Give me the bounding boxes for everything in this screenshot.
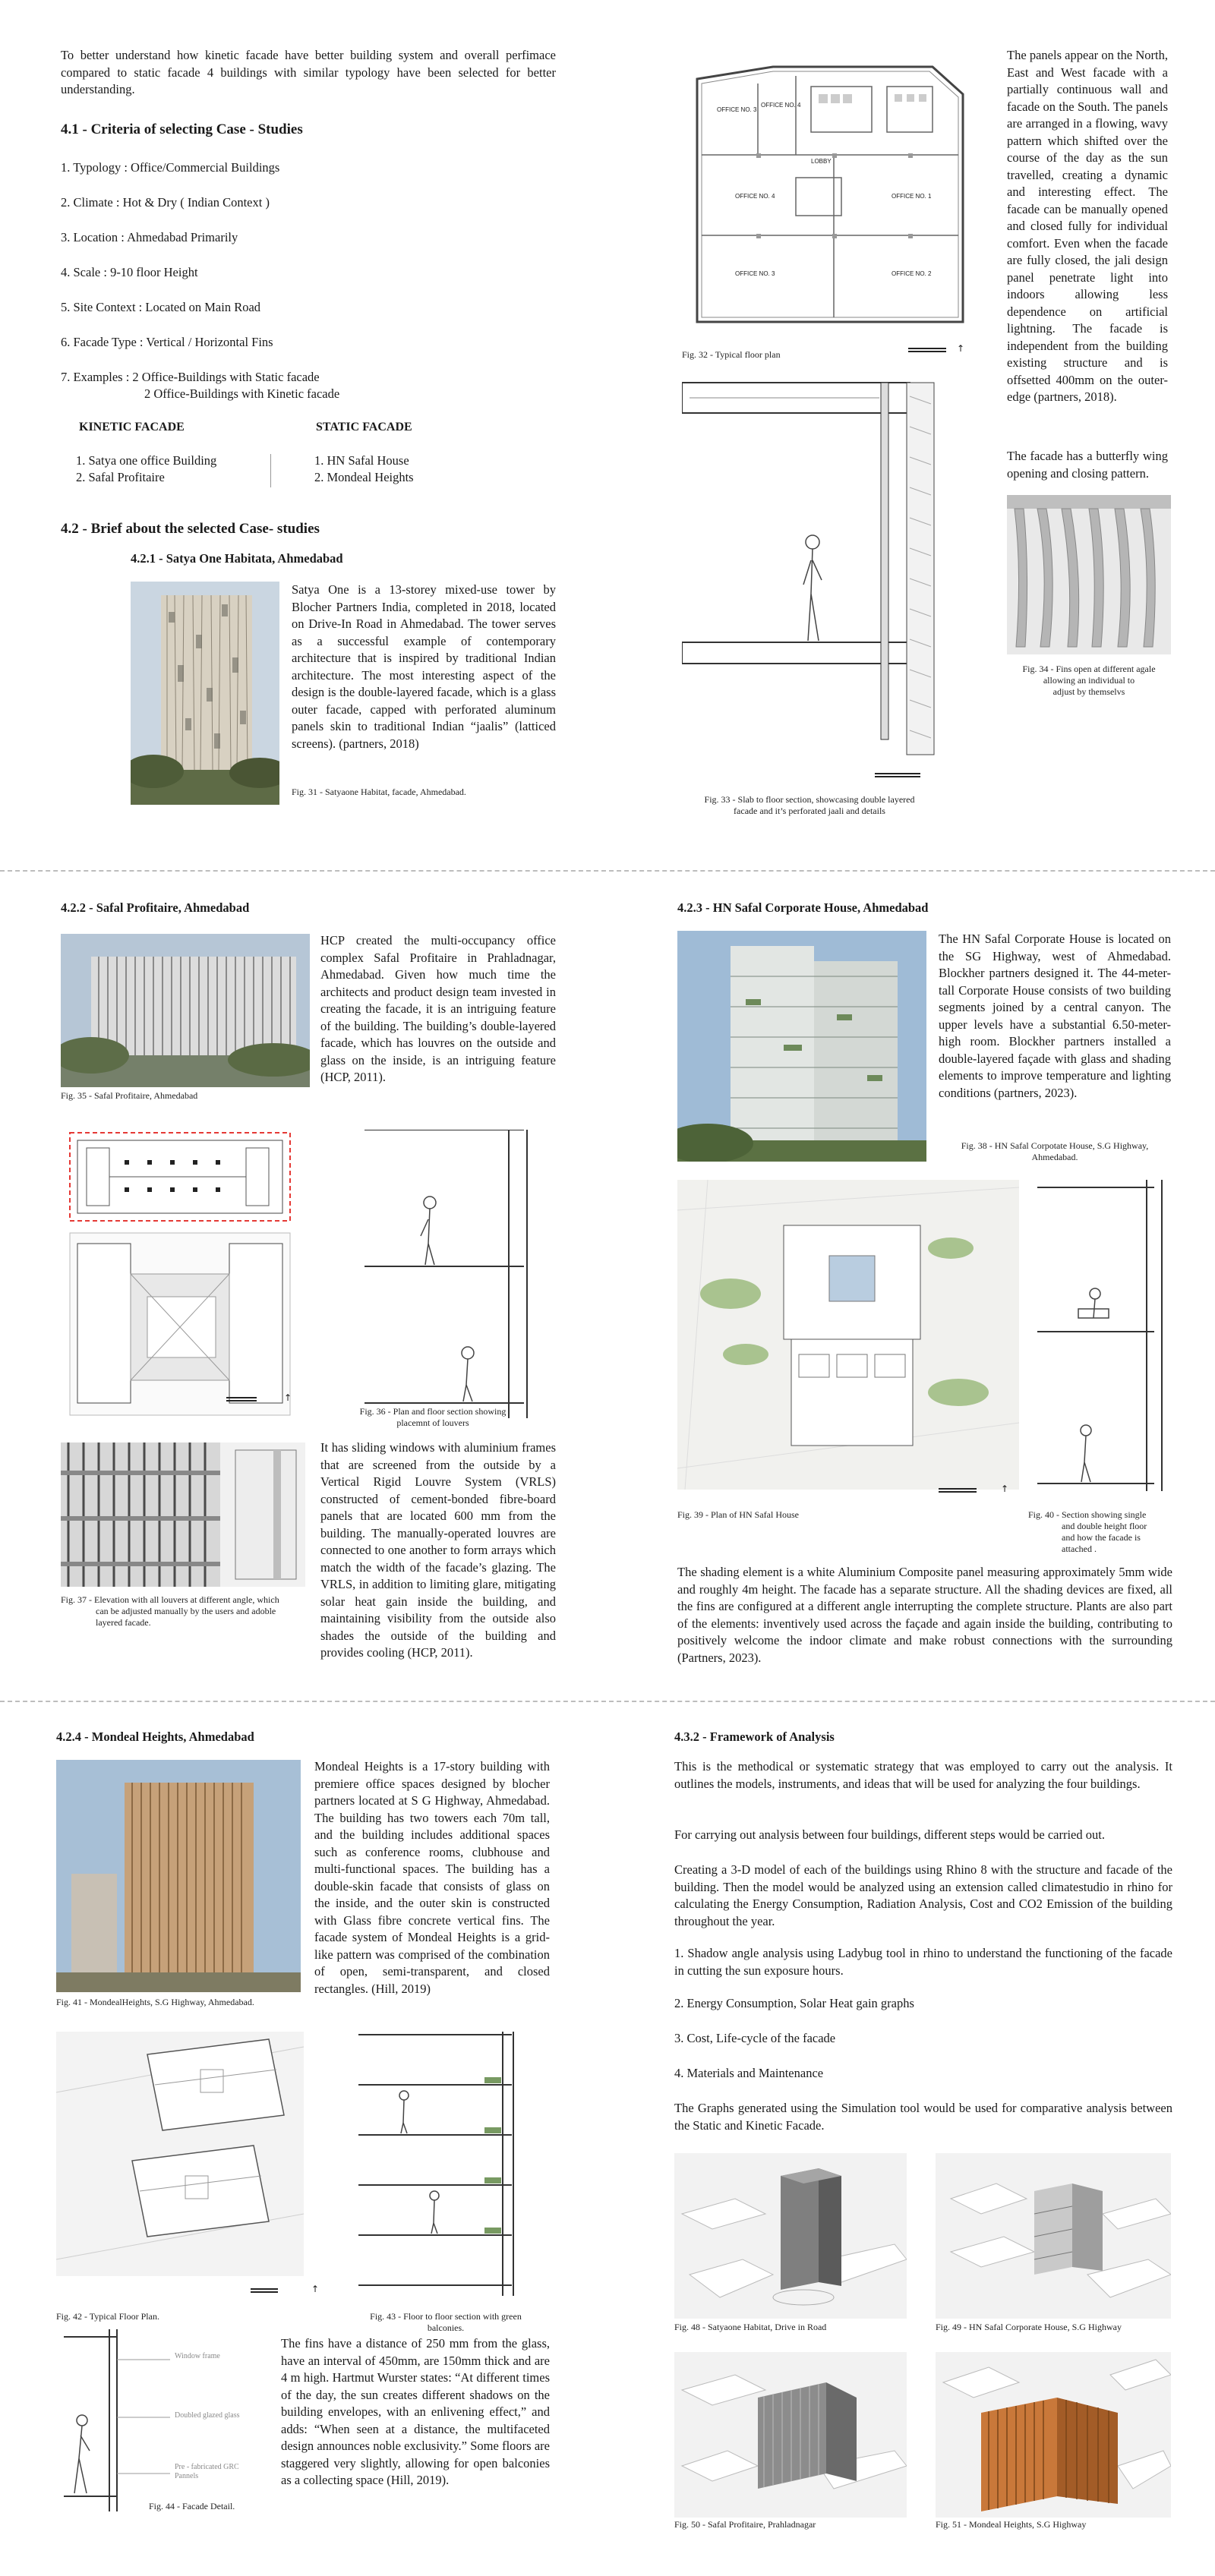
fig34-caption-line: Fig. 34 - Fins open at different agale (1022, 664, 1156, 674)
mondeal-floor-plan (56, 2032, 304, 2276)
plan-label: OFFICE NO. 3 (735, 270, 775, 277)
hn-body: The HN Safal Corporate House is located on the SG Highway, west of Ahmedabad. Blockher partners designed it. The 44-meter-tall Corporate House consists of two building segments joined by a central canyon. The upper levels have a substantial 6.50-meter-high room. Blockher partners installed a double-layered façade with glass and shading elements to improve temperature and lighting conditions (partners, 2023). (939, 932, 1171, 1100)
fig34-caption (1007, 664, 1171, 698)
scale-bar (875, 773, 920, 777)
criteria-item: 1. Typology : Office/Commercial Buildings (61, 160, 280, 175)
mondeal-photo (56, 1760, 301, 1992)
fig51-caption: Fig. 51 - Mondeal Heights, S.G Highway (936, 2519, 1087, 2530)
safal-body: HCP created the multi-occupancy office complex Safal Profitaire in Prahladnagar, Ahmedabad. Given how much time the architects and product design team invested in creating the facade, it is an intriguing feature of the building. The building’s double-layered facade, which has louvres on the outside and glass on the inside, is an intriguing feature (HCP, 2011). (320, 933, 556, 1084)
plan-label: OFFICE NO. 4 (761, 102, 801, 109)
scale-bar (908, 348, 946, 352)
fig34-caption-line: allowing an individual to (1043, 675, 1135, 686)
framework-paragraph: For carrying out analysis between four buildings, different steps would be carried out. (674, 1827, 1105, 1842)
hn-heading: 4.2.3 - HN Safal Corporate House, Ahmedabad (677, 900, 929, 915)
fig39-caption: Fig. 39 - Plan of HN Safal House (677, 1509, 799, 1520)
framework-paragraph: Creating a 3-D model of each of the buildings using Rhino 8 with the structure and facade of the building. Then the model would be analyzed using an extension called climatestudio in rhino for calculating the Energy Consumption, Radiation Analysis, Cost and CO2 Emission of the building throughout the year. (674, 1862, 1172, 1928)
safal-heading: 4.2.2 - Safal Profitaire, Ahmedabad (61, 900, 250, 915)
plan-label: OFFICE NO. 1 (892, 193, 932, 200)
section-divider (0, 1701, 1215, 1702)
kinetic-item: 1. Satya one office Building (76, 453, 217, 468)
framework-paragraph: 3. Cost, Life-cycle of the facade (674, 2031, 836, 2045)
fig37-caption-line: layered facade. (96, 1617, 151, 1628)
fig49-caption: Fig. 49 - HN Safal Corporate House, S.G Highway (936, 2322, 1122, 2332)
fig38-caption-line: Ahmedabad. (1031, 1152, 1078, 1162)
scale-bar (226, 1397, 257, 1402)
fig33-caption-line: Fig. 33 - Slab to floor section, showcasing double layered (704, 794, 915, 805)
fig44-caption: Fig. 44 - Facade Detail. (149, 2501, 235, 2511)
fig32-caption: Fig. 32 - Typical floor plan (682, 349, 781, 360)
kinetic-item: 2. Safal Profitaire (76, 470, 165, 484)
satya-fins-photo (1007, 495, 1171, 654)
kinetic-heading: KINETIC FACADE (79, 421, 185, 434)
fig37-caption-line: can be adjusted manually by the users and adoble (96, 1606, 276, 1616)
brief-heading: 4.2 - Brief about the selected Case- studies (61, 521, 320, 537)
mondeal-body: Mondeal Heights is a 17-story building with premiere office spaces designed by blocher partners located at S G Highway, Ahmedabad. The building has two towers each 70m tall, and the building includes additional spaces such as conference rooms, clubhouse and multi-functional spaces. The building has a double-skin facade that consists of glass on the inside, and the outer skin is constructed with Glass fibre concrete vertical fins. The facade system of Mondeal Heights is a grid-like pattern was comprised of the combination of open, semi-transparent, and closed rectangles. (Hill, 2019) (314, 1759, 550, 1996)
criteria-heading: 4.1 - Criteria of selecting Case - Studies (61, 121, 303, 137)
hn-body-2: The shading element is a white Aluminium Composite panel measuring approximately 5mm wide and roughly 4m height. The facade has a separate structure. All the shading devices are fixed, all the fins are configured at a different angle interrupting the complete structure. Plants are also part of the elements: inventively used across the façade and again inside the building, contributing to positively welcome the indoor climate and make robust connections with the surrounding (Partners, 2023). (677, 1565, 1172, 1665)
safal-photo (61, 934, 310, 1087)
satya-section-drawing (682, 374, 945, 768)
satya-right-body: The panels appear on the North, East and West facade with a partially continuous wall and facade on the South. The panels are arranged in a flowing, wavy pattern which shifted over the course of the day as the sun travelled, creating a dynamic and interesting effect. The facade can be manually opened and closed fully for individual comfort. Even when the facade are fully closed, the jali design panel penetrate light into indoors allowing less dependence on artificial lightning. The facade is independent from the building existing structure and is offsetted 400mm on the outer-edge (partners, 2018). (1007, 48, 1168, 404)
model-hn (936, 2153, 1171, 2319)
criteria-item: 4. Scale : 9-10 floor Height (61, 265, 198, 279)
satya-floor-plan (682, 64, 978, 337)
fig34-caption-line: adjust by themselvs (1052, 686, 1125, 697)
detail-label: Doubled glazed glass (175, 2411, 240, 2420)
criteria-item: 6. Facade Type : Vertical / Horizontal Fins (61, 335, 273, 349)
fig42-caption: Fig. 42 - Typical Floor Plan. (56, 2311, 159, 2322)
static-item: 2. Mondeal Heights (314, 470, 414, 484)
scale-bar (939, 1488, 977, 1493)
satya-heading: 4.2.1 - Satya One Habitata, Ahmedabad (131, 551, 343, 566)
mondeal-body-2: The fins have a distance of 250 mm from the glass, have an interval of 450mm, are 150mm thick and are 4 m high. Hartmut Wurster states: “At different times of the day, the sun creates different shadows on the building envelopes, with an enlivening effect,” and adds: “When seen at a distance, the multifaceted design announces noble exclusivity.” Some floors are staggered very slightly, allowing for open balconies as a collecting space (Hill, 2019). (281, 2336, 550, 2487)
north-arrow-icon: ↑ (284, 1392, 292, 1403)
fig37-caption-line: Fig. 37 - Elevation with all louvers at different angle, which (61, 1594, 279, 1605)
fig36-caption-line: Fig. 36 - Plan and floor section showing (359, 1406, 507, 1417)
fig43-caption-line: balconies. (427, 2322, 465, 2333)
safal-body-2: It has sliding windows with aluminium frames that are screened from the outside by a Vertical Rigid Louvre System (VRLS) constructed of cement-bonded fibre-board panels that are located 600 mm from the building. The manually-operated louvres are connected to one another to form arrays which match the width of the facade’s glazing. The VRLS, in addition to limiting glare, mitigating solar heat gain inside the building, and maintaining visibility from the outside also shades the outside of the building and provides cooling (HCP, 2011). (320, 1440, 556, 1660)
model-safal (674, 2352, 907, 2518)
intro-paragraph: To better understand how kinetic facade have better building system and overall perfimace compared to static facade 4 buildings with similar typology have been selected for better understanding. (61, 48, 556, 96)
satya-facade-photo (131, 582, 279, 805)
fig35-caption: Fig. 35 - Safal Profitaire, Ahmedabad (61, 1090, 198, 1101)
fig40-caption-line: and double height floor (1062, 1521, 1147, 1531)
satya-right-body-2: The facade has a butterfly wing opening and closing pattern. (1007, 449, 1168, 481)
mondeal-section-drawing (351, 2032, 525, 2296)
safal-elevation-drawing (61, 1442, 305, 1587)
static-heading: STATIC FACADE (316, 421, 412, 434)
framework-paragraph: This is the methodical or systematic strategy that was employed to carry out the analysis. It outlines the models, instruments, and ideas that will be used for analyzing the four buildings. (674, 1759, 1172, 1791)
detail-label: Window frame (175, 2352, 220, 2360)
fig40-caption-line: attached . (1062, 1543, 1097, 1554)
plan-label: OFFICE NO. 2 (892, 270, 932, 277)
hn-site-plan (677, 1180, 1019, 1490)
north-arrow-icon: ↑ (957, 343, 965, 354)
fig33-caption-line: facade and it’s perforated jaali and details (734, 806, 885, 816)
mondeal-facade-detail (56, 2329, 254, 2511)
divider-line (270, 454, 271, 487)
mondeal-heading: 4.2.4 - Mondeal Heights, Ahmedabad (56, 1729, 254, 1744)
hn-photo (677, 931, 926, 1162)
fig48-caption: Fig. 48 - Satyaone Habitat, Drive in Road (674, 2322, 827, 2332)
fig31-caption: Fig. 31 - Satyaone Habitat, facade, Ahmedabad. (292, 787, 466, 797)
fig38-caption-line: Fig. 38 - HN Safal Corpotate House, S.G Highway, (961, 1140, 1149, 1151)
framework-paragraph: 2. Energy Consumption, Solar Heat gain graphs (674, 1996, 914, 2010)
criteria-item: 3. Location : Ahmedabad Primarily (61, 230, 238, 244)
criteria-item: 7. Examples : 2 Office-Buildings with Static facade (61, 370, 320, 384)
north-arrow-icon: ↑ (311, 2284, 320, 2294)
model-satya (674, 2153, 907, 2319)
model-mondeal (936, 2352, 1171, 2518)
fig36-caption-line: placemnt of louvers (396, 1417, 469, 1428)
fig37-caption (61, 1594, 311, 1629)
fig38-caption (939, 1140, 1171, 1163)
plan-label: OFFICE NO. 4 (735, 193, 775, 200)
hn-section-drawing (1033, 1180, 1172, 1491)
section-divider (0, 870, 1215, 872)
framework-paragraph: The Graphs generated using the Simulation tool would be used for comparative analysis between the Static and Kinetic Facade. (674, 2101, 1172, 2133)
safal-section-drawing (357, 1130, 539, 1418)
static-item: 1. HN Safal House (314, 453, 409, 468)
fig40-caption-line: and how the facade is (1062, 1532, 1141, 1543)
fig50-caption: Fig. 50 - Safal Profitaire, Prahladnagar (674, 2519, 816, 2530)
criteria-item: 2. Climate : Hot & Dry ( Indian Context ) (61, 195, 270, 210)
plan-label: OFFICE NO. 3 (717, 106, 757, 113)
fig43-caption (358, 2311, 533, 2334)
fig41-caption: Fig. 41 - MondealHeights, S.G Highway, Ahmedabad. (56, 1997, 254, 2007)
fig40-caption (1028, 1509, 1172, 1555)
fig33-caption (680, 794, 939, 817)
criteria-item: 2 Office-Buildings with Kinetic facade (144, 386, 340, 401)
safal-plan-drawing (64, 1130, 296, 1426)
plan-label: LOBBY (811, 158, 832, 165)
fig43-caption-line: Fig. 43 - Floor to floor section with green (370, 2311, 522, 2322)
fig40-caption-line: Fig. 40 - Section showing single (1028, 1509, 1147, 1520)
framework-paragraph: 4. Materials and Maintenance (674, 2066, 824, 2080)
framework-paragraph: 1. Shadow angle analysis using Ladybug tool in rhino to understand the functioning of the facade in cutting the sun exposure hours. (674, 1946, 1172, 1978)
fig36-caption (342, 1406, 524, 1429)
detail-label: Pre - fabricated GRC Pannels (175, 2463, 239, 2480)
framework-heading: 4.3.2 - Framework of Analysis (674, 1729, 835, 1744)
satya-body: Satya One is a 13-storey mixed-use tower by Blocher Partners India, completed in 2018, located on Drive-In Road in Ahmedabad. The tower serves as a successful example of contemporary architecture that is inspired by traditional Indian architecture. The most interesting aspect of the design is the double-layered facade, which is a glass outer facade, capped with perforated aluminum panels skin to traditional Indian “jaalis” (latticed screens). (partners, 2018) (292, 582, 556, 751)
criteria-item: 5. Site Context : Located on Main Road (61, 300, 261, 314)
north-arrow-icon: ↑ (1001, 1483, 1009, 1494)
scale-bar (251, 2288, 278, 2293)
